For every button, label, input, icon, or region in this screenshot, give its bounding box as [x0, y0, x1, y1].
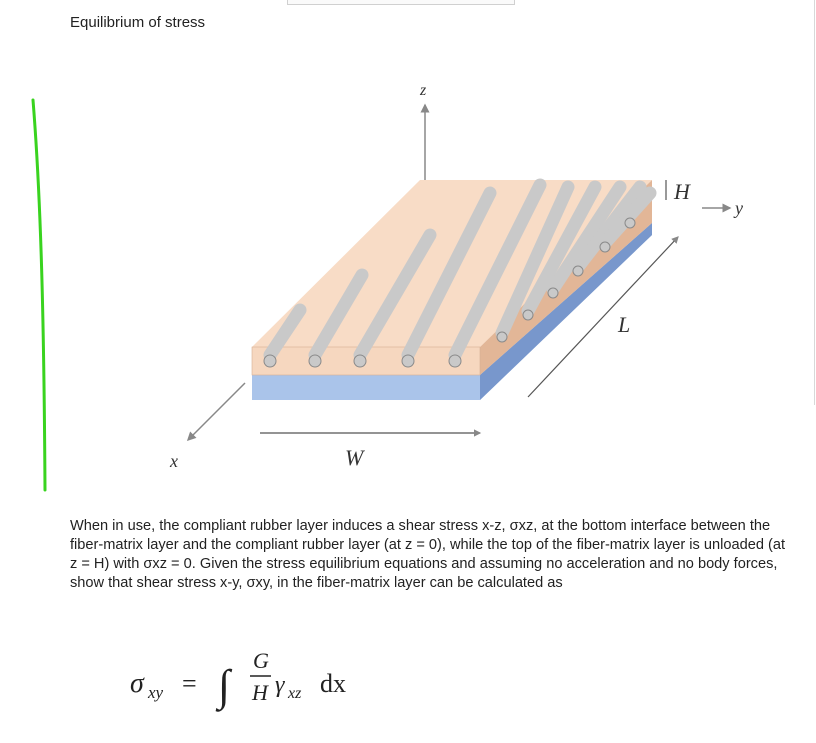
x-axis-arrow [188, 383, 245, 440]
sigma-subscript: xy [148, 683, 164, 702]
gamma-symbol: γ [275, 672, 285, 698]
w-dimension-label: W [345, 445, 364, 470]
sigma-symbol: σ [130, 668, 144, 699]
gamma-subscript: xz [288, 685, 302, 702]
x-axis-label: x [170, 451, 178, 471]
integral-sign: ∫ [218, 661, 231, 710]
h-dimension-label: H [674, 179, 690, 204]
y-axis-label: y [735, 198, 743, 218]
fraction-numerator: G [253, 648, 269, 673]
margin-annotation-mark [0, 0, 60, 500]
top-panel-edge [287, 0, 515, 5]
right-divider [814, 0, 815, 405]
equals-sign: = [182, 669, 197, 698]
z-axis-label: z [420, 82, 427, 99]
fraction-denominator: H [252, 680, 268, 705]
composite-layer-figure [150, 75, 770, 475]
l-dimension-label: L [618, 312, 631, 337]
differential-dx: dx [320, 669, 346, 698]
rubber-layer-face [252, 375, 480, 400]
shear-stress-equation [130, 640, 390, 715]
problem-statement: When in use, the compliant rubber layer induces a shear stress x-z, σxz, at the bottom interface between the fiber-matrix layer and the compliant rubber layer (at z = 0), while the top of the fiber-matrix layer is unloaded (at z = H) with σxz = 0. Given the stress equilibrium equations and assuming no acceleration and no body forces, show that shear stress x-y, σxy, in the fiber-matrix layer can be calculated as [70, 518, 786, 591]
page-title: Equilibrium of stress [70, 14, 206, 31]
